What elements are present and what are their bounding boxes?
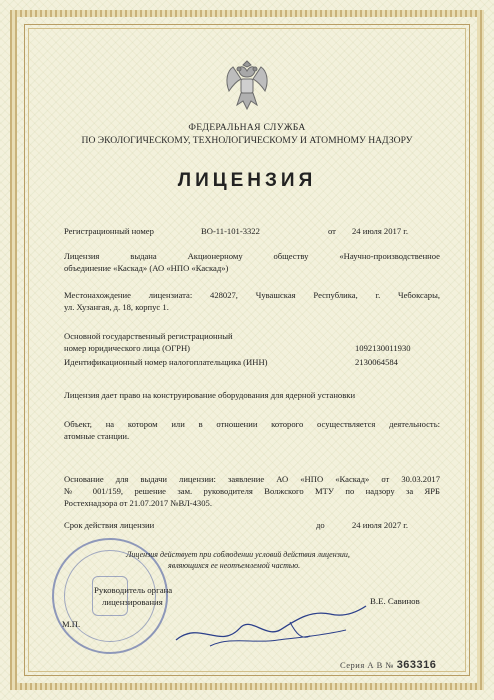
basis-line2: № 001/159, решение зам. руководителя Волжского МТУ по надзору за ЯРБ: [64, 486, 440, 496]
issued-to-line1: Лицензия выдана Акционерному обществу «Научно-производственное: [64, 251, 440, 261]
location-line1: Местонахождение лицензиата: 428027, Чувашская Республика, г. Чебоксары,: [64, 290, 440, 300]
object-line1: Объект, на котором или в отношении которого осуществляется деятельность:: [64, 419, 440, 429]
coat-of-arms-emblem: [219, 55, 275, 115]
object-line2: атомные станции.: [64, 431, 130, 441]
document-title: ЛИЦЕНЗИЯ: [177, 170, 317, 191]
ogrn-value: 1092130011930: [355, 343, 411, 353]
location-line2: ул. Хузангая, д. 18, корпус 1.: [64, 302, 169, 312]
signatory-title-line1: Руководитель органа: [94, 585, 173, 595]
agency-name-line2: ПО ЭКОЛОГИЧЕСКОМУ, ТЕХНОЛОГИЧЕСКОМУ И АТОМНОМУ НАДЗОРУ: [81, 135, 413, 146]
signatory-title-line2: лицензирования: [102, 597, 163, 607]
license-scope: Лицензия дает право на конструирование оборудования для ядерной установки: [64, 390, 356, 400]
series-label: Серия А В №: [340, 660, 395, 670]
inn-label: Идентификационный номер налогоплательщика (ИНН): [64, 357, 268, 367]
signatory-name: В.Е. Савинов: [370, 596, 420, 606]
ogrn-label-line2: номер юридического лица (ОГРН): [64, 343, 191, 353]
registration-date: 24 июля 2017 г.: [352, 226, 408, 236]
license-series: [340, 659, 436, 671]
registration-label: Регистрационный номер: [64, 226, 154, 236]
handwritten-signature: [170, 600, 370, 660]
validity-label: Срок действия лицензии: [64, 520, 155, 530]
notice-line2: являющихся ее неотъемлемой частью.: [168, 561, 301, 570]
registration-number: ВО-11-101-3322: [201, 226, 260, 236]
validity-prefix: до: [316, 520, 325, 530]
ogrn-label-line1: Основной государственный регистрационный: [64, 331, 233, 341]
notice-line1: Лицензия действует при соблюдении условий действия лицензии,: [126, 550, 350, 559]
basis-line3: Ростехнадзора от 21.07.2017 №ВЛ-4305.: [64, 498, 212, 508]
issued-to-line2: объединение «Каскад» (АО «НПО «Каскад»): [64, 263, 229, 273]
basis-line1: Основание для выдачи лицензии: заявление АО «НПО «Каскад» от 30.03.2017: [64, 474, 440, 484]
registration-date-prefix: от: [328, 226, 336, 236]
validity-date: 24 июля 2027 г.: [352, 520, 408, 530]
stamp-label: М.П.: [62, 619, 81, 629]
inn-value: 2130064584: [355, 357, 398, 367]
series-number: 363316: [396, 659, 437, 671]
agency-name-line1: ФЕДЕРАЛЬНАЯ СЛУЖБА: [188, 122, 306, 133]
